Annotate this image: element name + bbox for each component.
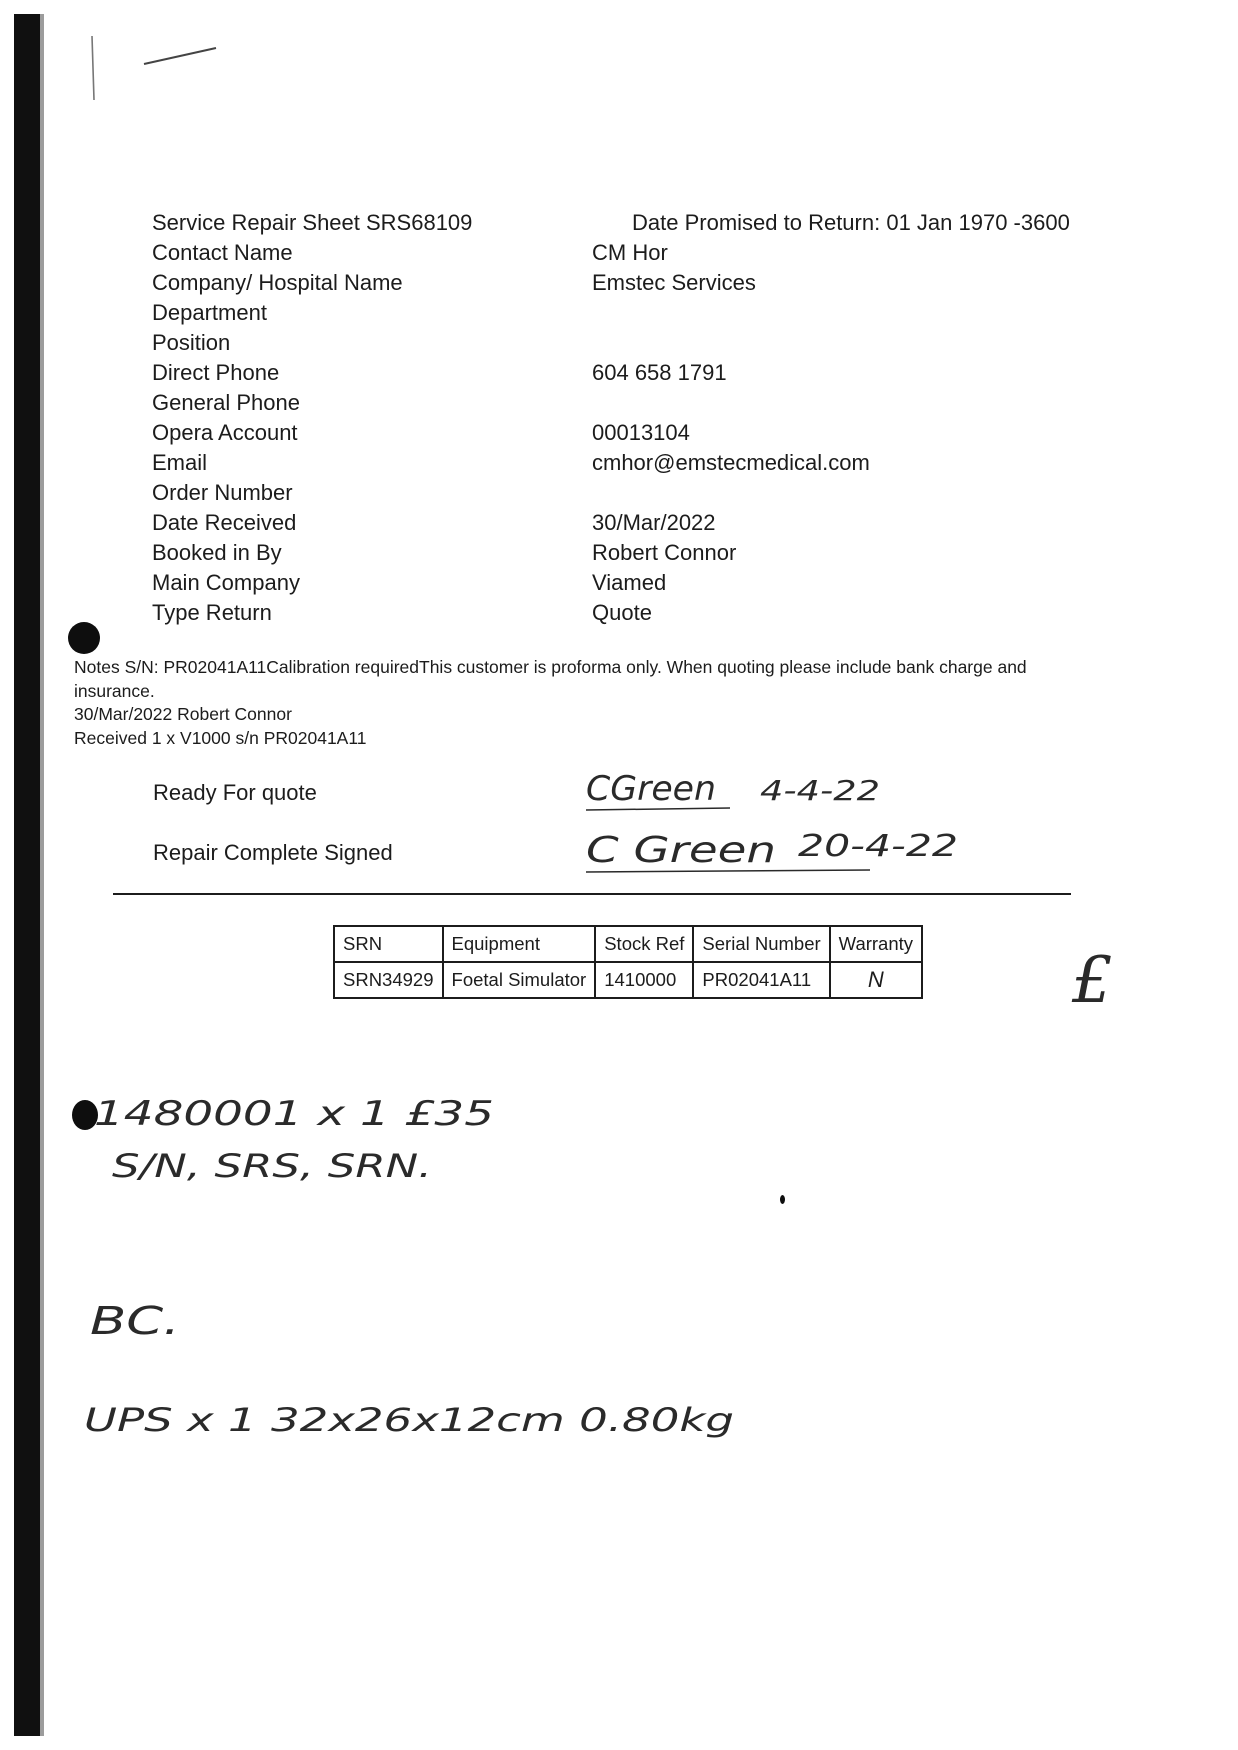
field-value: 604 658 1791: [592, 360, 727, 385]
notes-line: 30/Mar/2022 Robert Connor: [74, 704, 292, 724]
handwritten-initials: [86, 1290, 206, 1350]
field-row: [152, 328, 1152, 358]
field-row: [152, 598, 1152, 628]
header-row: [152, 208, 1152, 238]
field-label: Booked in By: [152, 540, 282, 565]
column-header: Equipment: [443, 926, 596, 962]
field-row: [152, 238, 1152, 268]
field-row: [152, 268, 1152, 298]
column-header: Serial Number: [693, 926, 829, 962]
notes-line: insurance.: [74, 680, 155, 701]
field-row: [152, 508, 1152, 538]
handwritten-pound-mark: [1068, 940, 1128, 1020]
field-value: CM Hor: [592, 240, 668, 265]
field-value: cmhor@emstecmedical.com: [592, 450, 870, 475]
handwritten-part-note: [90, 1085, 520, 1195]
scan-speck: [780, 1195, 785, 1204]
pencil-corner-mark: [88, 30, 228, 110]
notes-line: Notes S/N: PR02041A11Calibration requiredThis customer is proforma only. When quoting please include bank charge and: [74, 657, 1027, 677]
handwritten-labels-line: S/N, SRS, SRN.: [112, 1147, 432, 1185]
handwritten-part-line: 1480001 x 1 £35: [94, 1094, 494, 1134]
handwritten-shipping-note: [80, 1385, 740, 1455]
field-label: Contact Name: [152, 240, 293, 265]
svg-text:20-4-22: 20-4-22: [798, 829, 958, 864]
field-value: Emstec Services: [592, 270, 756, 295]
field-row: [152, 418, 1152, 448]
field-label: General Phone: [152, 390, 300, 415]
field-value: Robert Connor: [592, 540, 737, 565]
ready-signature: [580, 766, 910, 816]
field-label: Date Received: [152, 510, 297, 535]
sheet-title: Service Repair Sheet SRS68109: [152, 210, 473, 235]
svg-text:UPS x 1 32x26x12cm 0.80kg: UPS x 1 32x26x12cm 0.80kg: [84, 1401, 734, 1439]
field-label: Main Company: [152, 570, 300, 595]
field-label: Email: [152, 450, 208, 475]
field-value: 00013104: [592, 420, 690, 445]
table-row: [334, 962, 922, 998]
svg-text:£: £: [1072, 944, 1113, 1018]
svg-text:CGreen: CGreen: [586, 769, 716, 809]
repair-complete-label: Repair Complete Signed: [153, 840, 393, 865]
punch-hole-mark: [68, 622, 100, 654]
column-header: Stock Ref: [595, 926, 693, 962]
field-row: [152, 568, 1152, 598]
table-header-row: [334, 926, 922, 962]
complete-signature: [580, 826, 980, 880]
column-header: Warranty: [830, 926, 922, 962]
svg-text:C Green: C Green: [586, 830, 776, 871]
scan-edge: [14, 14, 40, 1736]
ready-for-quote-label: Ready For quote: [153, 780, 317, 805]
field-label: Company/ Hospital Name: [152, 270, 403, 295]
column-header: SRN: [334, 926, 443, 962]
field-row: [152, 388, 1152, 418]
field-value: Viamed: [592, 570, 667, 595]
field-row: [152, 358, 1152, 388]
field-row: [152, 478, 1152, 508]
field-label: Direct Phone: [152, 360, 280, 385]
field-value: 30/Mar/2022: [592, 510, 716, 535]
svg-text:4-4-22: 4-4-22: [760, 774, 880, 807]
section-divider: [113, 893, 1071, 895]
table-cell: PR02041A11: [693, 962, 829, 998]
table-cell: 1410000: [595, 962, 693, 998]
field-value: Quote: [592, 600, 652, 625]
equipment-table: [333, 925, 923, 999]
notes-line: Received 1 x V1000 s/n PR02041A11: [74, 727, 367, 748]
table-cell: SRN34929: [334, 962, 443, 998]
date-promised: Date Promised to Return: 01 Jan 1970 -3600: [632, 210, 1070, 235]
notes-block: [74, 656, 1184, 750]
scan-edge-shadow: [40, 14, 44, 1736]
field-row: [152, 538, 1152, 568]
svg-text:BC.: BC.: [90, 1299, 180, 1343]
field-row: [152, 298, 1152, 328]
field-label: Order Number: [152, 480, 293, 505]
table-cell: N: [830, 962, 922, 998]
field-label: Type Return: [152, 600, 272, 625]
field-label: Position: [152, 330, 231, 355]
table-cell: Foetal Simulator: [443, 962, 596, 998]
field-label: Opera Account: [152, 420, 298, 445]
field-row: [152, 448, 1152, 478]
field-label: Department: [152, 300, 267, 325]
